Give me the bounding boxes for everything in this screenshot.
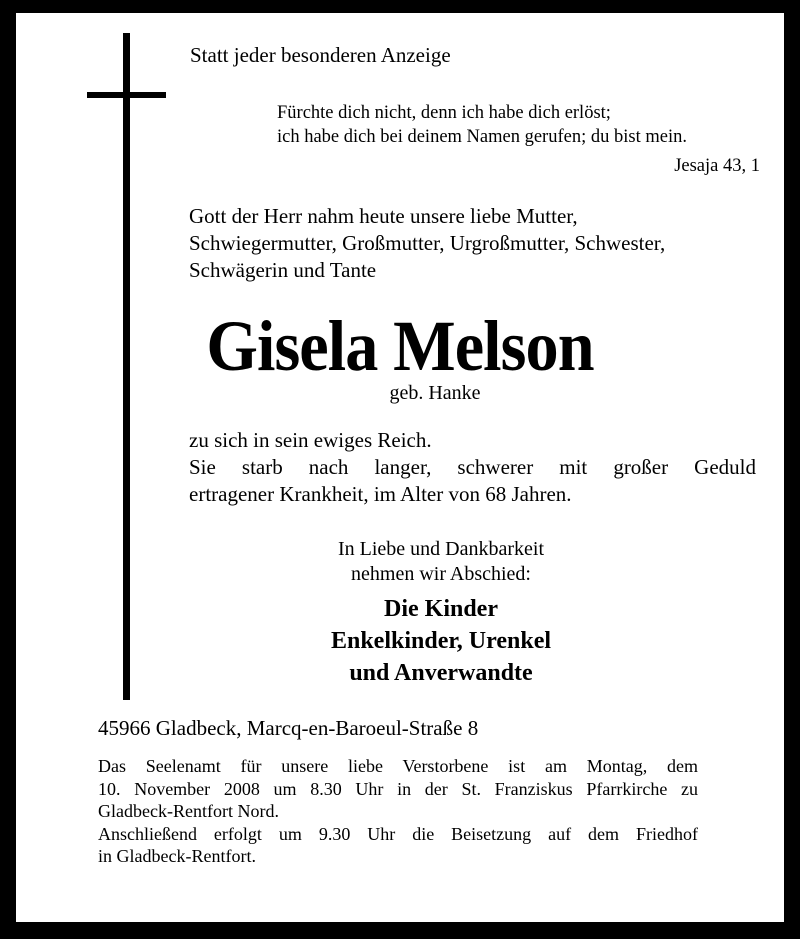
service-line: 10. November 2008 um 8.30 Uhr in der St. Franziskus Pfarrkirche zu: [98, 778, 698, 799]
death-line: zu sich in sein ewiges Reich.: [189, 428, 432, 452]
announcement-line: Gott der Herr nahm heute unsere liebe Mutter,: [189, 204, 578, 228]
bible-verse: [277, 101, 687, 149]
announcement-line: Schwägerin und Tante: [189, 258, 377, 282]
birth-name: geb. Hanke: [389, 382, 481, 404]
farewell-text: [266, 537, 616, 587]
death-statement: [189, 427, 756, 508]
mourners: [266, 593, 616, 689]
service-line: Anschließend erfolgt um 9.30 Uhr die Beisetzung auf dem Friedhof: [98, 823, 698, 844]
service-line: Das Seelenamt für unsere liebe Verstorbene ist am Montag, dem: [98, 756, 698, 776]
verse-reference: Jesaja 43, 1: [674, 156, 760, 176]
service-details: [98, 755, 698, 868]
announcement-line: Schwiegermutter, Großmutter, Urgroßmutter, Schwester,: [189, 231, 666, 255]
deceased-name: Gisela Melson: [206, 306, 594, 386]
cross-icon-horizontal-bar: [87, 92, 166, 98]
farewell-line: nehmen wir Abschied:: [351, 563, 531, 585]
family-address: 45966 Gladbeck, Marcq-en-Baroeul-Straße 8: [98, 716, 479, 740]
service-line: in Gladbeck-Rentfort.: [98, 846, 256, 866]
notice-heading: Statt jeder besonderen Anzeige: [190, 43, 451, 67]
death-line: ertragener Krankheit, im Alter von 68 Jahren.: [189, 482, 572, 506]
obituary-notice: [16, 13, 784, 922]
mourners-line: Enkelkinder, Urenkel: [330, 628, 552, 654]
verse-line: Fürchte dich nicht, denn ich habe dich erlöst;: [277, 103, 611, 123]
mourners-line: und Anverwandte: [349, 660, 533, 686]
verse-line: ich habe dich bei deinem Namen gerufen; du bist mein.: [277, 127, 687, 147]
farewell-line: In Liebe und Dankbarkeit: [337, 538, 545, 560]
death-line: Sie starb nach langer, schwerer mit großer Geduld: [189, 455, 756, 479]
service-line: Gladbeck-Rentfort Nord.: [98, 801, 279, 821]
announcement: [189, 203, 665, 284]
mourners-line: Die Kinder: [384, 596, 498, 622]
